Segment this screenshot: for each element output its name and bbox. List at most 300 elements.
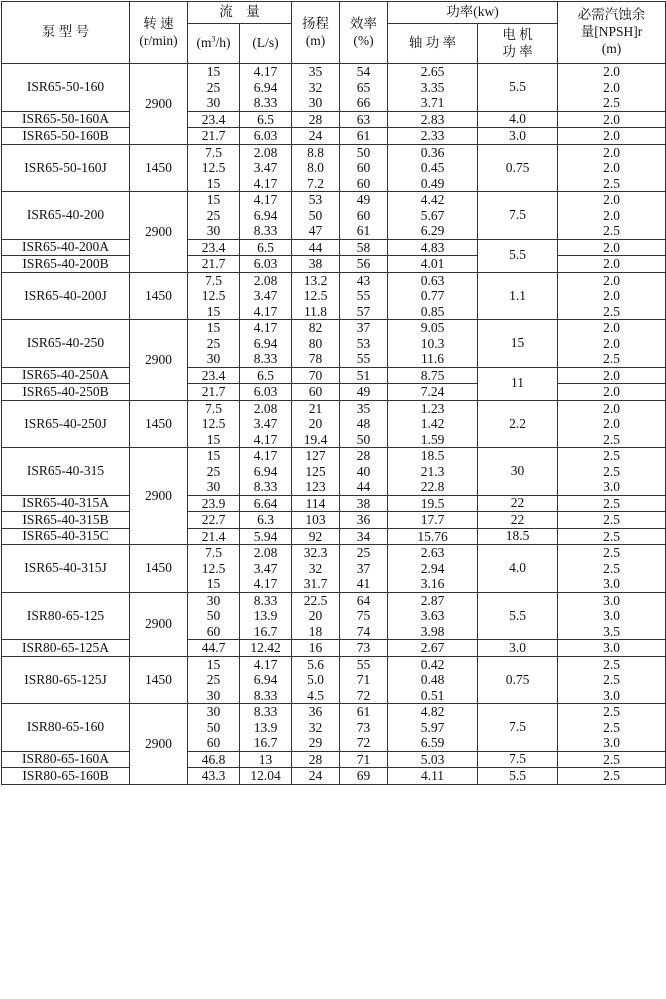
npsh-cell: [558, 400, 666, 448]
header-power: 功率(kw): [388, 2, 558, 24]
efficiency-value: 61: [356, 704, 371, 719]
flow-ls-value: 12.04: [250, 768, 281, 783]
shaft-power-value: 3.98: [420, 623, 445, 639]
efficiency-value: 43: [356, 272, 371, 288]
flow-m3h-value: 25: [206, 672, 221, 687]
efficiency-value: 40: [356, 463, 371, 479]
head-value: 44: [308, 239, 323, 255]
flow-ls-value: 6.03: [253, 256, 278, 271]
flow-m3h-value: 30: [206, 223, 221, 238]
flow-m3h-cell: [188, 656, 240, 704]
npsh-value: 3.0: [603, 608, 620, 623]
npsh-value: 2.0: [603, 239, 620, 255]
model-cell: ISR65-40-200B: [2, 256, 130, 273]
motor-power-cell: 5.5: [478, 239, 558, 272]
flow-ls-value: 3.47: [253, 416, 278, 431]
table-row: [2, 256, 666, 273]
table-row: [2, 367, 666, 384]
flow-ls-value: 16.7: [253, 623, 278, 639]
motor-power-cell: 7.5: [478, 751, 558, 768]
flow-m3h-value: 30: [206, 687, 221, 703]
head-value: 31.7: [303, 576, 328, 591]
speed-cell: 2900: [130, 64, 188, 145]
npsh-cell: [558, 528, 666, 545]
motor-power-cell: 0.75: [478, 144, 558, 192]
table-row: [2, 545, 666, 593]
flow-ls-cell: [240, 272, 292, 320]
shaft-power-value: 2.83: [420, 111, 445, 127]
shaft-power-cell: [388, 545, 478, 593]
table-row: [2, 144, 666, 192]
flow-m3h-value: 7.5: [205, 144, 222, 160]
table-row: [2, 64, 666, 112]
header-model: 泵 型 号: [2, 2, 130, 64]
head-cell: [292, 656, 340, 704]
efficiency-value: 60: [356, 160, 371, 175]
npsh-cell: [558, 384, 666, 401]
flow-ls-value: 4.17: [253, 320, 278, 335]
motor-power-cell: 11: [478, 367, 558, 400]
motor-power-cell: 18.5: [478, 528, 558, 545]
shaft-power-cell: [388, 367, 478, 384]
table-row: [2, 111, 666, 128]
efficiency-value: 34: [356, 528, 371, 544]
efficiency-value: 49: [356, 384, 371, 399]
motor-power-cell: 5.5: [478, 592, 558, 640]
shaft-power-value: 3.16: [420, 576, 445, 591]
npsh-value: 2.5: [603, 95, 620, 110]
efficiency-cell: [340, 272, 388, 320]
shaft-power-value: 2.67: [420, 640, 445, 655]
shaft-power-value: 5.03: [420, 751, 445, 767]
efficiency-value: 54: [356, 64, 371, 79]
efficiency-value: 53: [356, 335, 371, 351]
header-head: 扬程 (m): [292, 2, 340, 64]
shaft-power-cell: [388, 239, 478, 256]
npsh-value: 2.5: [603, 431, 620, 447]
npsh-value: 2.0: [603, 400, 620, 416]
table-row: [2, 272, 666, 320]
model-cell: ISR65-40-315C: [2, 528, 130, 545]
flow-ls-value: 6.5: [257, 239, 274, 255]
motor-power-cell: 5.5: [478, 768, 558, 785]
table-row: [2, 528, 666, 545]
head-value: 20: [308, 416, 323, 431]
flow-ls-cell: [240, 192, 292, 240]
head-cell: [292, 320, 340, 368]
shaft-power-value: 4.83: [420, 239, 445, 255]
npsh-value: 2.5: [603, 351, 620, 366]
shaft-power-cell: [388, 528, 478, 545]
head-cell: [292, 111, 340, 128]
flow-ls-value: 8.33: [253, 351, 278, 366]
flow-ls-value: 13.9: [253, 719, 278, 735]
efficiency-cell: [340, 495, 388, 512]
header-shaft-power: 轴 功 率: [388, 24, 478, 64]
efficiency-value: 37: [356, 560, 371, 576]
flow-m3h-cell: [188, 640, 240, 657]
shaft-power-cell: [388, 768, 478, 785]
head-cell: [292, 640, 340, 657]
flow-ls-value: 6.3: [257, 512, 274, 527]
npsh-value: 2.0: [603, 192, 620, 207]
npsh-cell: [558, 128, 666, 145]
efficiency-value: 51: [356, 367, 371, 383]
flow-ls-value: 6.94: [253, 335, 278, 351]
efficiency-cell: [340, 528, 388, 545]
header-flow-m3h: $(m^3/h)$: [188, 24, 240, 64]
head-value: 30: [308, 95, 323, 110]
npsh-cell: [558, 367, 666, 384]
shaft-power-value: 0.77: [420, 288, 445, 303]
npsh-value: 3.0: [603, 640, 620, 655]
npsh-cell: [558, 448, 666, 496]
npsh-value: 2.0: [603, 64, 620, 79]
model-cell: ISR65-40-250B: [2, 384, 130, 401]
shaft-power-cell: [388, 751, 478, 768]
flow-ls-value: 12.42: [250, 640, 281, 655]
shaft-power-value: 2.63: [420, 545, 445, 560]
shaft-power-value: 3.71: [420, 95, 445, 110]
head-cell: [292, 384, 340, 401]
efficiency-cell: [340, 640, 388, 657]
table-row: [2, 448, 666, 496]
flow-ls-cell: [240, 768, 292, 785]
shaft-power-value: 0.85: [420, 303, 445, 319]
flow-ls-cell: [240, 656, 292, 704]
flow-m3h-value: 15: [206, 320, 221, 335]
efficiency-value: 60: [356, 175, 371, 191]
model-cell: ISR65-40-250A: [2, 367, 130, 384]
flow-ls-cell: [240, 495, 292, 512]
shaft-power-value: 4.42: [420, 192, 445, 207]
npsh-value: 2.5: [603, 512, 620, 527]
npsh-value: 2.0: [603, 144, 620, 160]
efficiency-value: 48: [356, 416, 371, 431]
flow-m3h-value: 50: [206, 719, 221, 735]
head-value: 24: [308, 128, 323, 143]
flow-ls-value: 3.47: [253, 288, 278, 303]
flow-m3h-cell: [188, 592, 240, 640]
efficiency-value: 25: [356, 545, 371, 560]
flow-ls-cell: [240, 128, 292, 145]
npsh-value: 3.5: [603, 623, 620, 639]
efficiency-value: 63: [356, 111, 371, 127]
flow-m3h-value: 12.5: [201, 416, 226, 431]
efficiency-cell: [340, 592, 388, 640]
npsh-value: 2.5: [603, 704, 620, 719]
flow-ls-value: 4.17: [253, 656, 278, 672]
npsh-value: 2.5: [603, 223, 620, 238]
npsh-value: 2.0: [603, 320, 620, 335]
npsh-value: 2.5: [603, 768, 620, 783]
head-value: 32: [308, 79, 323, 95]
flow-ls-value: 4.17: [253, 64, 278, 79]
npsh-cell: [558, 144, 666, 192]
shaft-power-value: 2.87: [420, 592, 445, 608]
head-value: 13.2: [303, 272, 328, 288]
efficiency-value: 49: [356, 192, 371, 207]
flow-ls-cell: [240, 545, 292, 593]
flow-ls-value: 4.17: [253, 431, 278, 447]
flow-m3h-cell: [188, 528, 240, 545]
shaft-power-value: 4.11: [420, 768, 445, 783]
speed-cell: 1450: [130, 656, 188, 704]
flow-m3h-value: 43.3: [201, 768, 226, 783]
model-cell: ISR80-65-125: [2, 592, 130, 640]
model-cell: ISR65-40-315B: [2, 512, 130, 529]
shaft-power-value: 17.7: [420, 512, 445, 527]
npsh-value: 2.0: [603, 207, 620, 223]
efficiency-cell: [340, 239, 388, 256]
head-value: 4.5: [307, 687, 324, 703]
motor-power-cell: 1.1: [478, 272, 558, 320]
flow-m3h-value: 30: [206, 479, 221, 494]
flow-ls-cell: [240, 448, 292, 496]
shaft-power-value: 0.36: [420, 144, 445, 160]
shaft-power-value: 3.63: [420, 608, 445, 623]
npsh-value: 2.0: [603, 272, 620, 288]
shaft-power-value: 21.3: [420, 463, 445, 479]
shaft-power-value: 4.82: [420, 704, 445, 719]
head-value: 28: [308, 751, 323, 767]
shaft-power-cell: [388, 64, 478, 112]
table-body: [2, 64, 666, 785]
efficiency-value: 41: [356, 576, 371, 591]
model-cell: ISR65-50-160B: [2, 128, 130, 145]
shaft-power-value: 6.29: [420, 223, 445, 238]
shaft-power-cell: [388, 111, 478, 128]
flow-m3h-value: 46.8: [201, 751, 226, 767]
shaft-power-value: 0.49: [420, 175, 445, 191]
efficiency-cell: [340, 768, 388, 785]
efficiency-value: 28: [356, 448, 371, 463]
npsh-cell: [558, 239, 666, 256]
efficiency-value: 61: [356, 128, 371, 143]
motor-power-cell: 0.75: [478, 656, 558, 704]
shaft-power-cell: [388, 128, 478, 145]
flow-ls-value: 4.17: [253, 303, 278, 319]
npsh-cell: [558, 751, 666, 768]
head-value: 38: [308, 256, 323, 271]
table-row: [2, 704, 666, 752]
npsh-cell: [558, 656, 666, 704]
model-cell: ISR80-65-160: [2, 704, 130, 752]
efficiency-value: 73: [356, 640, 371, 655]
head-value: 82: [308, 320, 323, 335]
npsh-cell: [558, 704, 666, 752]
head-cell: [292, 367, 340, 384]
shaft-power-cell: [388, 384, 478, 401]
motor-power-cell: 4.0: [478, 545, 558, 593]
head-value: 47: [308, 223, 323, 238]
motor-power-cell: 5.5: [478, 64, 558, 112]
npsh-cell: [558, 64, 666, 112]
head-value: 53: [308, 192, 323, 207]
efficiency-value: 37: [356, 320, 371, 335]
flow-ls-value: 4.17: [253, 175, 278, 191]
flow-ls-value: 6.5: [257, 367, 274, 383]
shaft-power-cell: [388, 256, 478, 273]
npsh-value: 2.5: [603, 303, 620, 319]
speed-cell: 2900: [130, 320, 188, 401]
head-value: 35: [308, 64, 323, 79]
npsh-value: 2.5: [603, 751, 620, 767]
efficiency-cell: [340, 64, 388, 112]
model-cell: ISR65-50-160J: [2, 144, 130, 192]
head-value: 16: [308, 640, 323, 655]
head-cell: [292, 768, 340, 785]
head-value: 18: [308, 623, 323, 639]
shaft-power-cell: [388, 512, 478, 529]
shaft-power-cell: [388, 495, 478, 512]
head-value: 8.8: [307, 144, 324, 160]
efficiency-cell: [340, 512, 388, 529]
shaft-power-value: 9.05: [420, 320, 445, 335]
head-value: 80: [308, 335, 323, 351]
flow-m3h-value: 50: [206, 608, 221, 623]
head-value: 21: [308, 400, 323, 416]
head-cell: [292, 704, 340, 752]
shaft-power-value: 1.23: [420, 400, 445, 416]
flow-m3h-cell: [188, 272, 240, 320]
efficiency-cell: [340, 400, 388, 448]
flow-m3h-value: 60: [206, 735, 221, 750]
efficiency-value: 69: [356, 768, 371, 783]
head-value: 24: [308, 768, 323, 783]
flow-ls-cell: [240, 111, 292, 128]
flow-ls-value: 6.64: [253, 495, 278, 511]
efficiency-value: 61: [356, 223, 371, 238]
motor-power-cell: 3.0: [478, 640, 558, 657]
head-value: 5.0: [307, 672, 324, 687]
flow-m3h-cell: [188, 495, 240, 512]
shaft-power-cell: [388, 192, 478, 240]
head-value: 114: [305, 495, 326, 511]
efficiency-value: 74: [356, 623, 371, 639]
npsh-value: 2.0: [603, 79, 620, 95]
npsh-value: 2.5: [603, 560, 620, 576]
efficiency-cell: [340, 656, 388, 704]
efficiency-cell: [340, 384, 388, 401]
flow-ls-value: 8.33: [253, 592, 278, 608]
flow-m3h-value: 7.5: [205, 400, 222, 416]
flow-ls-value: 4.17: [253, 192, 278, 207]
flow-m3h-value: 15: [206, 576, 221, 591]
flow-m3h-cell: [188, 320, 240, 368]
flow-m3h-value: 44.7: [201, 640, 226, 655]
flow-m3h-value: 60: [206, 623, 221, 639]
motor-power-cell: 4.0: [478, 111, 558, 128]
efficiency-cell: [340, 367, 388, 384]
npsh-cell: [558, 192, 666, 240]
head-value: 50: [308, 207, 323, 223]
npsh-cell: [558, 272, 666, 320]
head-value: 60: [308, 384, 323, 399]
efficiency-value: 38: [356, 495, 371, 511]
flow-ls-value: 2.08: [253, 144, 278, 160]
flow-m3h-value: 23.9: [201, 495, 226, 511]
head-value: 29: [308, 735, 323, 750]
motor-power-cell: 7.5: [478, 704, 558, 752]
flow-m3h-cell: [188, 128, 240, 145]
flow-ls-value: 8.33: [253, 223, 278, 238]
flow-m3h-value: 12.5: [201, 288, 226, 303]
efficiency-value: 35: [356, 400, 371, 416]
efficiency-value: 64: [356, 592, 371, 608]
efficiency-cell: [340, 144, 388, 192]
flow-m3h-cell: [188, 256, 240, 273]
head-value: 92: [308, 528, 323, 544]
npsh-value: 2.0: [603, 111, 620, 127]
model-cell: ISR80-65-160A: [2, 751, 130, 768]
flow-ls-cell: [240, 528, 292, 545]
table-row: [2, 751, 666, 768]
flow-ls-value: 6.03: [253, 384, 278, 399]
flow-m3h-cell: [188, 64, 240, 112]
npsh-value: 2.0: [603, 335, 620, 351]
flow-m3h-value: 25: [206, 207, 221, 223]
flow-ls-cell: [240, 640, 292, 657]
efficiency-value: 44: [356, 479, 371, 494]
efficiency-value: 50: [356, 144, 371, 160]
efficiency-value: 58: [356, 239, 371, 255]
head-cell: [292, 64, 340, 112]
shaft-power-value: 1.42: [420, 416, 445, 431]
flow-ls-value: 16.7: [253, 735, 278, 750]
model-cell: ISR65-50-160: [2, 64, 130, 112]
shaft-power-value: 4.01: [420, 256, 445, 271]
flow-m3h-value: 25: [206, 463, 221, 479]
npsh-cell: [558, 111, 666, 128]
shaft-power-value: 0.48: [420, 672, 445, 687]
flow-m3h-value: 12.5: [201, 560, 226, 576]
table-row: [2, 320, 666, 368]
npsh-cell: [558, 592, 666, 640]
shaft-power-cell: [388, 592, 478, 640]
npsh-cell: [558, 320, 666, 368]
flow-m3h-value: 7.5: [205, 545, 222, 560]
flow-m3h-value: 30: [206, 592, 221, 608]
npsh-cell: [558, 512, 666, 529]
npsh-value: 3.0: [603, 592, 620, 608]
flow-ls-value: 2.08: [253, 545, 278, 560]
flow-m3h-cell: [188, 751, 240, 768]
flow-ls-value: 8.33: [253, 687, 278, 703]
efficiency-cell: [340, 128, 388, 145]
shaft-power-value: 22.8: [420, 479, 445, 494]
shaft-power-value: 0.45: [420, 160, 445, 175]
table-row: [2, 768, 666, 785]
table-row: [2, 656, 666, 704]
flow-m3h-value: 15: [206, 192, 221, 207]
shaft-power-value: 7.24: [420, 384, 445, 399]
model-cell: ISR65-40-315: [2, 448, 130, 496]
head-value: 78: [308, 351, 323, 366]
motor-power-cell: 15: [478, 320, 558, 368]
model-cell: ISR80-65-125A: [2, 640, 130, 657]
head-value: 28: [308, 111, 323, 127]
flow-ls-value: 13.9: [253, 608, 278, 623]
flow-m3h-value: 30: [206, 351, 221, 366]
header-speed: 转 速 (r/min): [130, 2, 188, 64]
flow-ls-value: 6.94: [253, 79, 278, 95]
npsh-cell: [558, 495, 666, 512]
head-value: 12.5: [303, 288, 328, 303]
flow-m3h-cell: [188, 448, 240, 496]
head-cell: [292, 512, 340, 529]
npsh-value: 2.0: [603, 416, 620, 431]
